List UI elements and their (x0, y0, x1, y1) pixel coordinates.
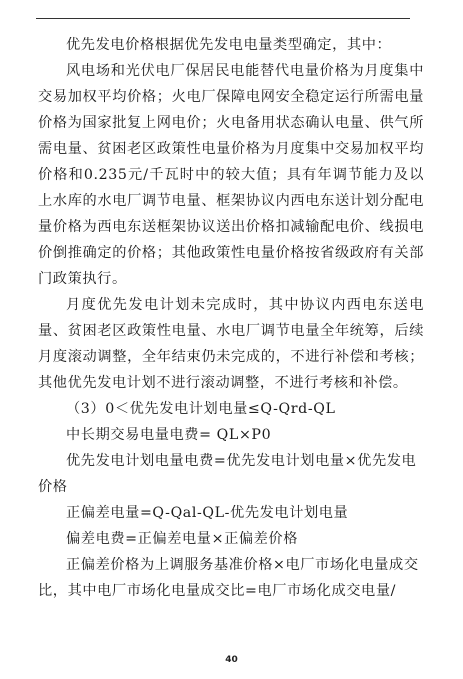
formula-deviation-price: 正偏差价格为上调服务基准价格×电厂市场化电量成交比，其中电厂市场化电量成交比=电厂市场化成交电量/ (38, 557, 419, 599)
formula-deviation-fee: 偏差电费=正偏差电量×正偏差价格 (66, 531, 299, 547)
document-body (38, 32, 424, 604)
formula-priority-fee: 优先发电计划电量电费=优先发电计划电量×优先发电价格 (38, 453, 417, 495)
header-rule (36, 18, 410, 19)
paragraph-price-types: 风电场和光伏电厂保居民电能替代电量价格为月度集中交易加权平均价格；火电厂保障电网安全稳定运行所需电量价格为国家批复上网电价；火电备用状态确认电量、供气所需电量、贫困老区政策性电量价格为月度集中交易加权平均价格和0.235元/千瓦时中的较大值；具有年调节能力及以上水库的水电厂调节电量、框架协议内西电东送计划分配电量价格为西电东送框架协议送出价格扣减输配电价、线损电价倒推确定的价格；其他政策性电量价格按省级政府有关部门政策执行。 (38, 63, 424, 287)
formula-condition: （3）0＜优先发电计划电量≤Q-Qrd-QL (66, 401, 336, 417)
paragraph-monthly-plan: 月度优先发电计划未完成时，其中协议内西电东送电量、贫困老区政策性电量、水电厂调节电量全年统筹，后续月度滚动调整，全年结束仍未完成的，不进行补偿和考核；其他优先发电计划不进行滚动调整，不进行考核和补偿。 (38, 297, 424, 391)
formula-positive-deviation: 正偏差电量=Q-Qal-QL-优先发电计划电量 (66, 505, 349, 521)
paragraph-intro: 优先发电价格根据优先发电电量类型确定，其中： (66, 37, 392, 53)
formula-long-term-fee: 中长期交易电量电费= QL×P0 (66, 427, 272, 443)
page-number: 40 (225, 655, 238, 665)
